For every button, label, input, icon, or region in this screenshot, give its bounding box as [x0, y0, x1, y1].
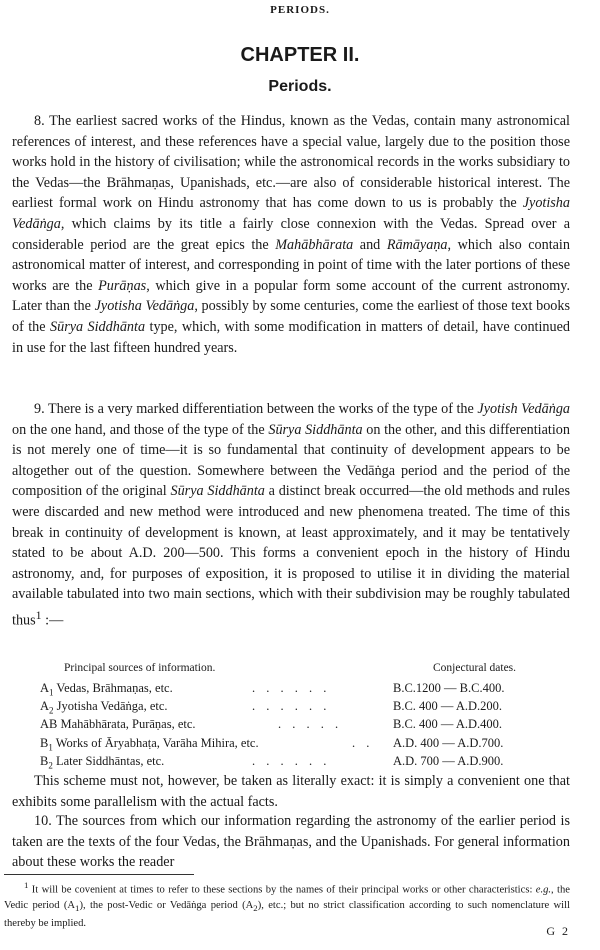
p8-run: type, which, with some modification in matters of detail, have continued in use for the last fifteen hundred years.: [12, 318, 571, 356]
leader-dots: . . . . .: [278, 717, 343, 731]
paragraph-10: 10. The sources from which our information regarding the astronomy of the earlier period is taken are the texts of the four Vedas, the Brāhmaṇas, and the Upanishads. For general information about these works the reader: [12, 813, 570, 871]
p8-run: and: [353, 236, 387, 253]
table-source-cell: $A_1$ Vedas, Brāhmaṇas, etc.: [40, 681, 173, 698]
chapter-title: Periods.: [268, 78, 332, 95]
table-date-cell: A.D. 400 — A.D.700.: [393, 736, 504, 750]
p8-run: Jyotisha Vedāṅga: [12, 195, 570, 232]
leader-dots: . . . . . .: [252, 699, 331, 713]
p8-run: Sūrya Siddhānta: [50, 318, 146, 335]
footnote-run: 1: [24, 880, 29, 890]
p9-run: :—: [41, 612, 64, 629]
p9-run: a distinct break occurred—the old methods and rules were discarded and new method were introduced and new phenomena treated. The time of this break in continuity of development is known, at least approximately, and it may be tentatively stated to be about A.D. 200—500. This forms a convenient epoch in the history of Hindu astronomy, and, for purposes of exposition, it is proposed to utilise it in dividing the material available tabulated into two main sections, which with their subdivision may be roughly tabulated thus: [12, 483, 570, 629]
footnote-run: 1: [75, 902, 80, 913]
p8-run: Rāmāyaṇa: [386, 236, 448, 253]
footnote: [4, 878, 570, 931]
table-source-cell: $A_2$ Jyotisha Vedāṅga, etc.: [40, 699, 168, 716]
p8-run: , possibly by some centuries, come the earliest of those text books of the: [12, 298, 571, 335]
footnote-rule: [4, 874, 194, 875]
p9-run: on the one hand, and those of the type of the: [12, 421, 269, 438]
chapter-heading: CHAPTER II.: [240, 44, 360, 66]
table-date-cell: B.C. 400 — A.D.400.: [393, 717, 503, 731]
running-head: PERIODS.: [270, 4, 330, 16]
paragraph-8: [12, 111, 570, 358]
p9-run: Sūrya Siddhānta: [170, 483, 265, 500]
footnote-run: , the Vedic period (A: [4, 884, 570, 911]
table-row: [0, 681, 600, 699]
p8-run: , which also contain astronomical matter of interest, and corresponding in point of time with the later portions of these works are the: [12, 236, 570, 294]
table-row: [0, 699, 600, 717]
footnote-run: ), the post-Vedic or Vedāṅga period (A: [79, 899, 254, 911]
table-date-cell: B.C.1200 — B.C.400.: [393, 681, 505, 695]
table-header-dates: Conjectural dates.: [433, 662, 517, 674]
table-row: [0, 736, 600, 754]
p9-run: Sūrya Siddhānta: [268, 421, 363, 438]
table-header-sources: Principal sources of information.: [64, 662, 216, 674]
p9-run: on the other, and this differentiation is not merely one of time—it is so fundamental that continuity of development appears to be altogether out of the question. Somewhere between the Vedāṅga period and the period of the composition of the original: [12, 421, 570, 500]
p8-run: Jyotisha Vedāṅga: [94, 298, 195, 315]
p9-run: Jyotish Vedāṅga: [477, 401, 571, 417]
table-source-cell: $B_2$ Later Siddhāntas, etc.: [40, 754, 165, 771]
footnote-run: It will be covenient at times to refer to these sections by the names of their principal works or other characteristics:: [28, 884, 536, 896]
table-row: [0, 754, 600, 772]
paragraph-scheme-note: This scheme must not, however, be taken as literally exact: it is simply a convenient one that exhibits some parallelism with the actual facts.: [12, 773, 570, 810]
p8-run: , which claims by its title a fairly close connexion with the Vedas. Spread over a considerable period are the great epics the: [12, 215, 570, 253]
footnote-run: 2: [253, 902, 258, 913]
leader-dots: . .: [352, 736, 374, 750]
footnote-run: ), etc.; but no strict classification according to such nomenclature will thereby be implied.: [4, 899, 570, 929]
table-date-cell: B.C. 400 — A.D.200.: [393, 699, 503, 713]
leader-dots: . . . . . .: [252, 754, 331, 768]
table-row: [0, 717, 600, 735]
table-source-cell: $B_1$ Works of Āryabhaṭa, Varāha Mihira, etc.: [40, 736, 259, 753]
table-date-cell: A.D. 700 — A.D.900.: [393, 754, 504, 768]
p8-run: 8. The earliest sacred works of the Hindus, known as the Vedas, contain many astronomical references of interest, and these references have a special value, largely due to the position those works hold in the history of civilisation; while the astronomical records in the works subsidiary to the Vedas—the Brāhmaṇas, Upanishads, etc.—are also of considerable historical interest. The earliest formal work on Hindu astronomy that has come down to us is probably the: [12, 113, 570, 212]
footnote-run: e.g.: [535, 884, 552, 896]
leader-dots: . . . . . .: [252, 681, 331, 695]
p9-run: 1: [35, 607, 42, 622]
paragraph-9: [12, 399, 570, 631]
p9-run: 9. There is a very marked differentiation between the works of the type of the: [34, 401, 478, 417]
p8-run: Purāṇas: [98, 277, 147, 294]
p8-run: , which give in a popular form some account of the current astronomy. Later than the: [12, 277, 570, 315]
table-source-cell: AB Mahābhārata, Purāṇas, etc.: [40, 717, 196, 731]
p8-run: Mahābhārata: [275, 236, 354, 253]
signature-mark: G 2: [546, 924, 570, 938]
